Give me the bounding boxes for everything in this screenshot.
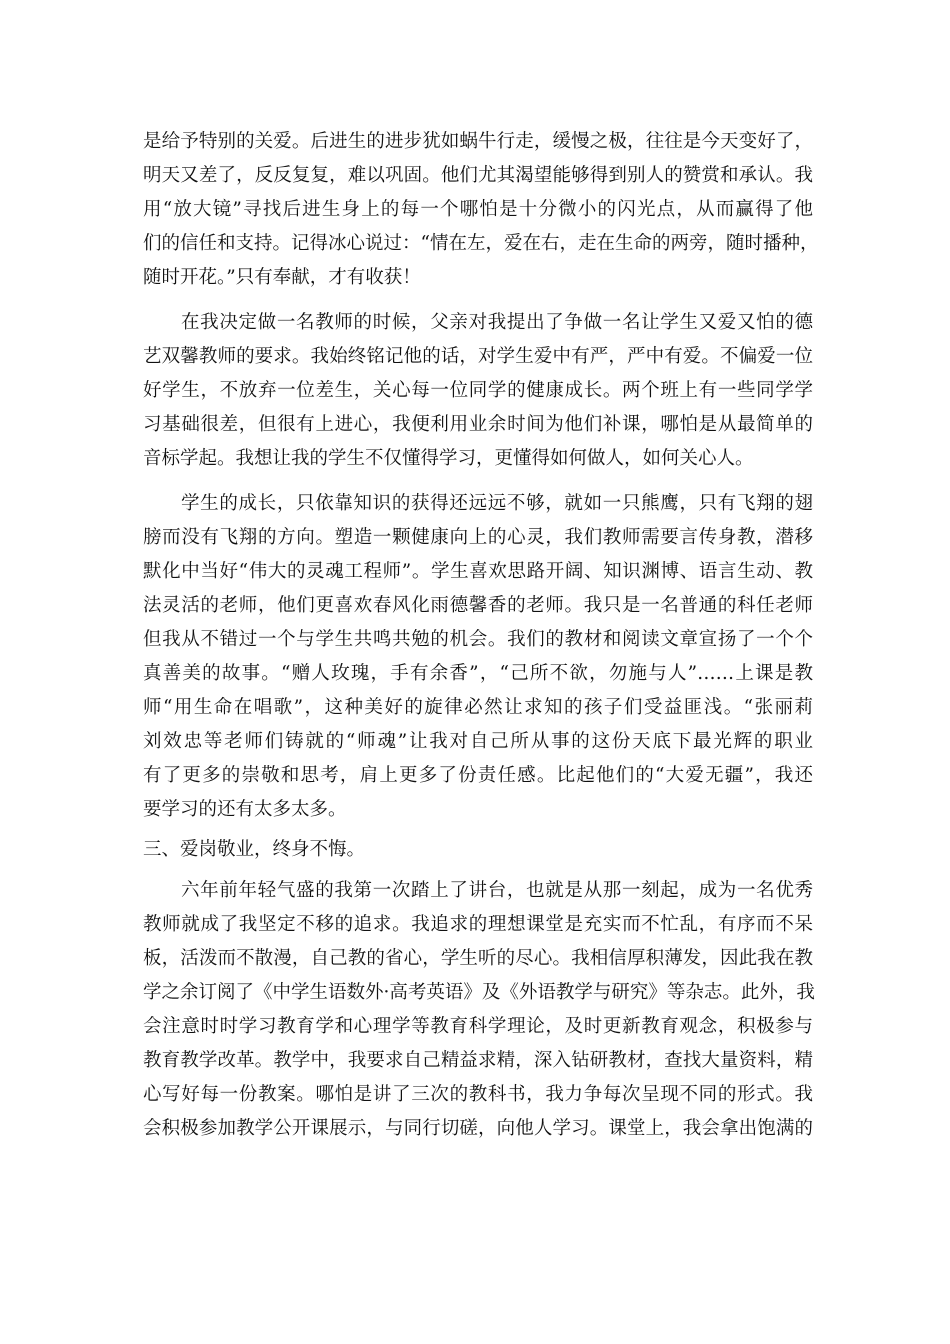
text-line: 会积极参加教学公开课展示，与同行切磋，向他人学习。课堂上，我会拿出饱满的 bbox=[143, 1118, 813, 1139]
text-line: 有了更多的崇敬和思考，肩上更多了份责任感。比起他们的“大爱无疆”，我还 bbox=[143, 765, 813, 786]
text-line: 板，活泼而不散漫，自己教的省心，学生听的尽心。我相信厚积薄发，因此我在教 bbox=[143, 948, 813, 969]
text-line: 但我从不错过一个与学生共鸣共勉的机会。我们的教材和阅读文章宣扬了一个个 bbox=[143, 629, 813, 650]
section-heading: 三、爱岗敬业，终身不悔。 bbox=[143, 839, 366, 860]
text-line: 法灵活的老师，他们更喜欢春风化雨德馨香的老师。我只是一名普通的科任老师 bbox=[143, 595, 813, 616]
paragraph-first-line: 在我决定做一名教师的时候，父亲对我提出了争做一名让学生又爱又怕的德 bbox=[181, 312, 813, 333]
paragraph-first-line: 六年前年轻气盛的我第一次踏上了讲台，也就是从那一刻起，成为一名优秀 bbox=[181, 880, 813, 901]
text-line: 会注意时时学习教育学和心理学等教育科学理论，及时更新教育观念，积极参与 bbox=[143, 1016, 813, 1037]
paragraph-first-line: 学生的成长，只依靠知识的获得还远远不够，就如一只熊鹰，只有飞翔的翅 bbox=[181, 493, 813, 514]
text-line: 教师就成了我坚定不移的追求。我追求的理想课堂是充实而不忙乱，有序而不呆 bbox=[143, 914, 813, 935]
text-line: 是给予特别的关爱。后进生的进步犹如蜗牛行走，缓慢之极，往往是今天变好了， bbox=[143, 131, 813, 152]
text-line: 艺双馨教师的要求。我始终铭记他的话，对学生爱中有严，严中有爱。不偏爱一位 bbox=[143, 346, 813, 367]
text-line: 要学习的还有太多太多。 bbox=[143, 799, 347, 820]
text-line: 膀而没有飞翔的方向。塑造一颗健康向上的心灵，我们教师需要言传身教，潜移 bbox=[143, 527, 813, 548]
text-line: 刘效忠等老师们铸就的“师魂”让我对自己所从事的这份天底下最光辉的职业 bbox=[143, 731, 813, 752]
text-line: 好学生，不放弃一位差生，关心每一位同学的健康成长。两个班上有一些同学学 bbox=[143, 380, 813, 401]
text-line: 心写好每一份教案。哪怕是讲了三次的教科书，我力争每次呈现不同的形式。我 bbox=[143, 1084, 813, 1105]
text-line: 默化中当好“伟大的灵魂工程师”。学生喜欢思路开阔、知识渊博、语言生动、教 bbox=[143, 561, 813, 582]
text-line: 们的信任和支持。记得冰心说过：“情在左，爱在右，走在生命的两旁，随时播种， bbox=[143, 233, 819, 254]
text-line: 教育教学改革。教学中，我要求自己精益求精，深入钻研教材，查找大量资料，精 bbox=[143, 1050, 813, 1071]
text-line: 习基础很差，但很有上进心，我便利用业余时间为他们补课，哪怕是从最简单的 bbox=[143, 414, 813, 435]
text-line: 师“用生命在唱歌”，这种美好的旋律必然让求知的孩子们受益匪浅。“张丽莉 bbox=[143, 697, 813, 718]
text-line: 用“放大镜”寻找后进生身上的每一个哪怕是十分微小的闪光点，从而赢得了他 bbox=[143, 199, 813, 220]
text-line: 音标学起。我想让我的学生不仅懂得学习，更懂得如何做人，如何关心人。 bbox=[143, 448, 754, 469]
text-line: 明天又差了，反反复复，难以巩固。他们尤其渴望能够得到别人的赞赏和承认。我 bbox=[143, 165, 813, 186]
text-line: 真善美的故事。“赠人玫瑰，手有余香”，“己所不欲，勿施与人”……上课是教 bbox=[143, 663, 813, 684]
text-line: 学之余订阅了《中学生语数外·高考英语》及《外语教学与研究》等杂志。此外，我 bbox=[143, 982, 815, 1003]
text-line: 随时开花。”只有奉献，才有收获！ bbox=[143, 267, 421, 288]
